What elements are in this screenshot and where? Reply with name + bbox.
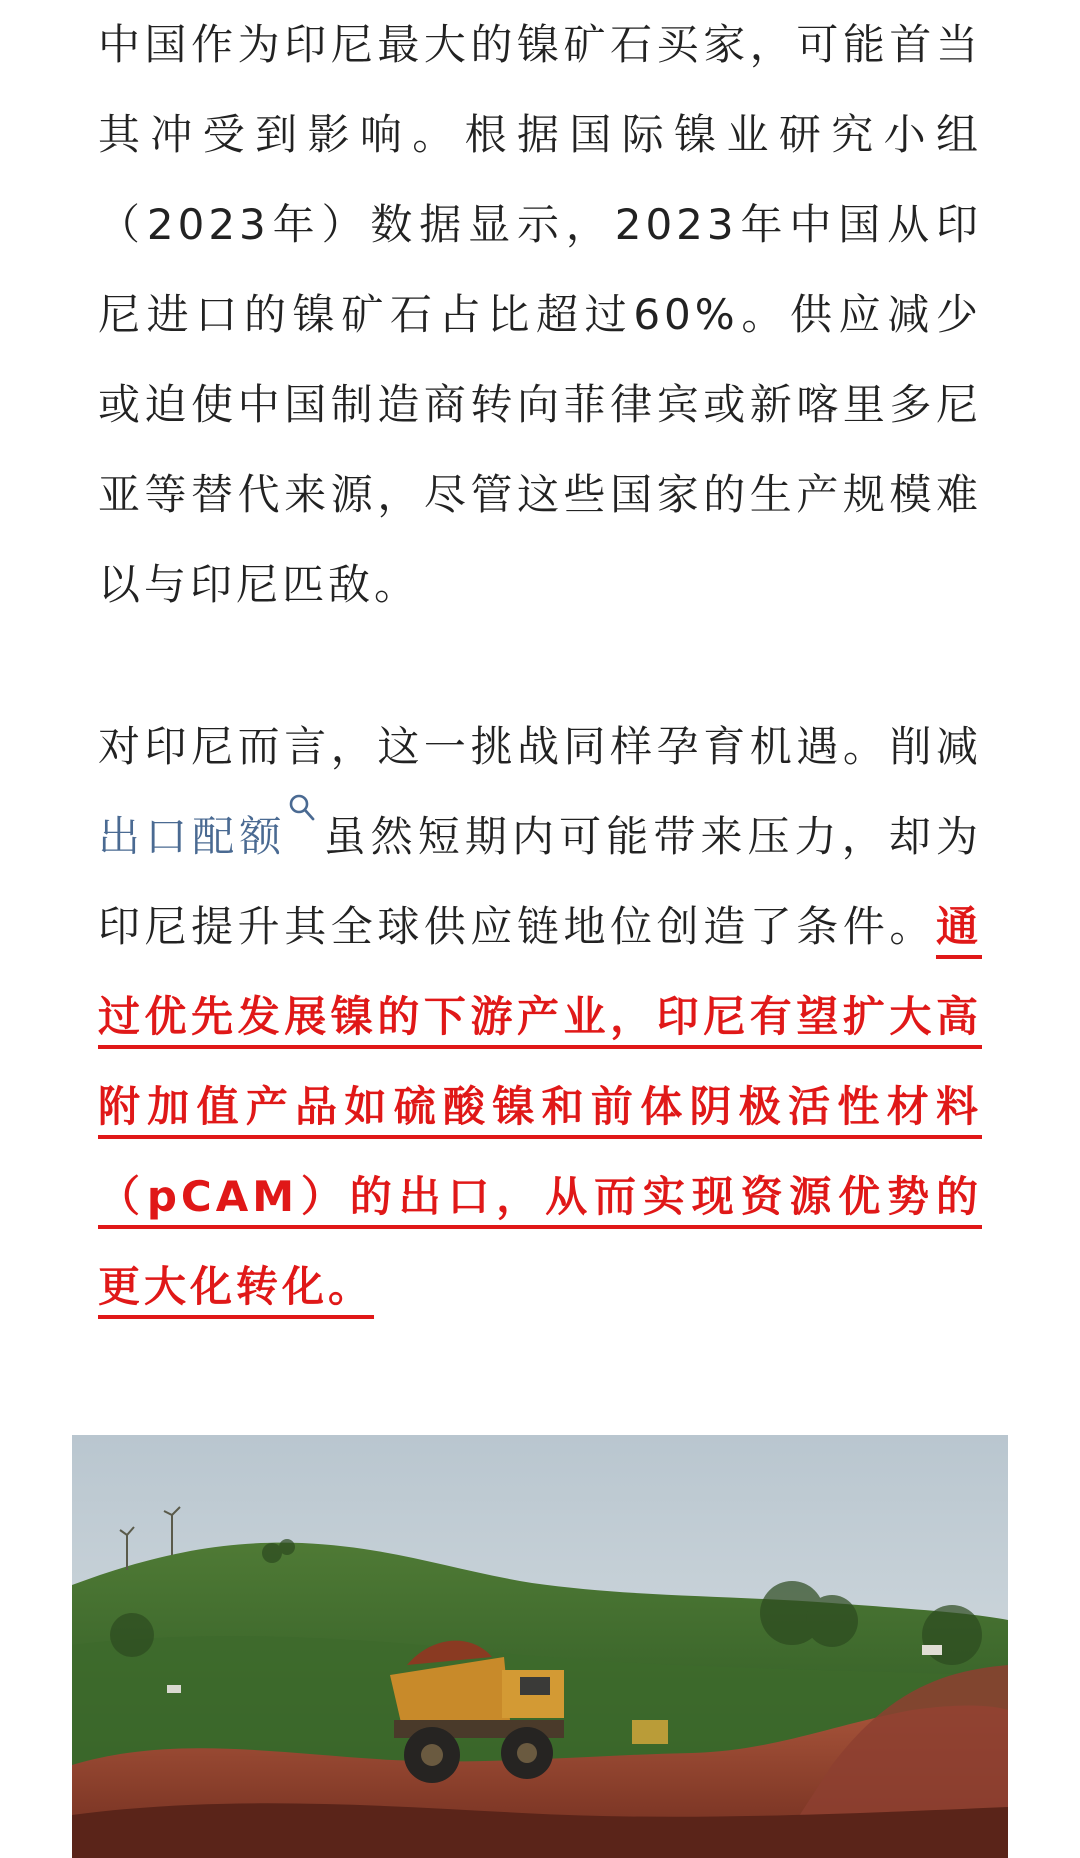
- search-icon[interactable]: [288, 793, 316, 823]
- export-quota-search-link[interactable]: 出口配额: [98, 812, 287, 861]
- paragraph-text-middle: 虽然短期内可能带来压力，却为印尼提升其全球供应链地位创造了条件。: [98, 812, 982, 951]
- article-body: [98, 0, 982, 1332]
- mining-truck-photo: [72, 1435, 1008, 1858]
- paragraph-china-impact: 中国作为印尼最大的镍矿石买家，可能首当其冲受到影响。根据国际镍业研究小组（2023年）数据显示，2023年中国从印尼进口的镍矿石占比超过60%。供应减少或迫使中国制造商转向菲律宾或新喀里多尼亚等替代来源，尽管这些国家的生产规模难以与印尼匹敌。: [98, 20, 982, 609]
- paragraph-indonesia-opportunity: [98, 702, 982, 1332]
- paragraph-text-start: 对印尼而言，这一挑战同样孕育机遇。削减: [98, 722, 982, 771]
- highlighted-conclusion: 通过优先发展镍的下游产业，印尼有望扩大高附加值产品如硫酸镍和前体阴极活性材料（pCAM）的出口，从而实现资源优势的更大化转化。: [98, 902, 982, 1311]
